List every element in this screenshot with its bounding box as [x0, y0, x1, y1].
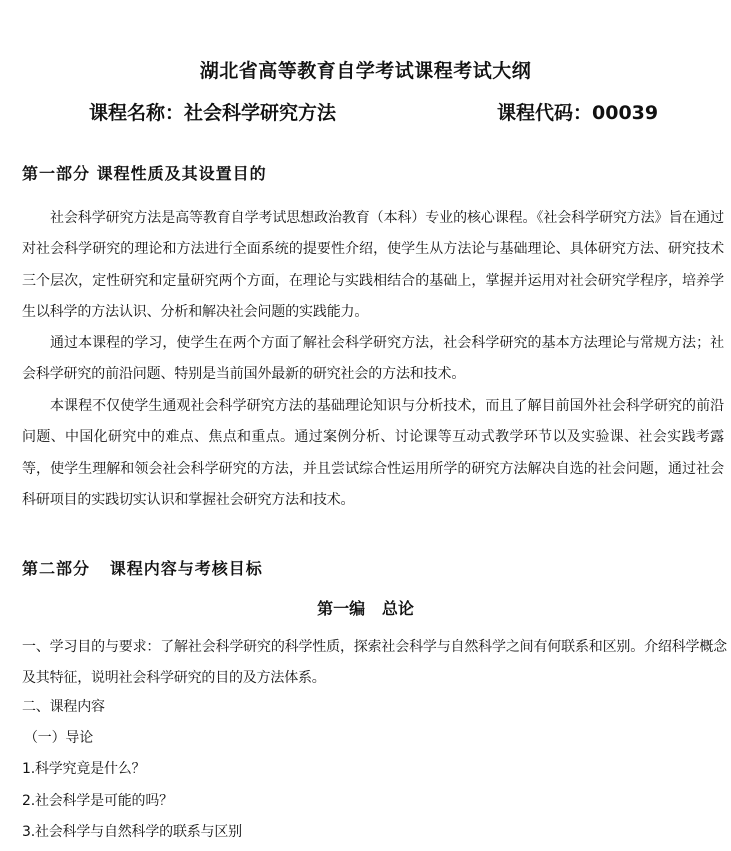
part1-paragraph-3: 本课程不仅使学生通观社会科学研究方法的基础理论知识与分析技术，而且了解目前国外社会科学研究的前沿问题、中国化研究中的难点、焦点和重点。通过案例分析、讨论课等互动式教学环节以及实验课、社会实践考露等，使学生理解和领会社会科学研究的方法，并且尝试综合性运用所学的研究方法解决自选的社会问题，通过社会科研项目的实践切实认识和掌握社会研究方法和技术。: [22, 398, 724, 509]
part1-paragraph-2: 通过本课程的学习，使学生在两个方面了解社会科学研究方法，社会科学研究的基本方法理论与常规方法；社会科学研究的前沿问题、特别是当前国外最新的研究社会的方法和技术。: [22, 335, 724, 383]
content-heading: 二、课程内容: [22, 699, 105, 715]
list-item: 1.科学究竟是什么？: [22, 761, 146, 777]
list-item: 2.社会科学是可能的吗？: [22, 793, 173, 809]
part1-heading: 第一部分 课程性质及其设置目的: [22, 164, 267, 183]
part1-paragraph-1: 社会科学研究方法是高等教育自学考试思想政治教育（本科）专业的核心课程。《社会科学研究方法》旨在通过对社会科学研究的理论和方法进行全面系统的提要性介绍，使学生从方法论与基础理论、具体研究方法、研究技术三个层次，定性研究和定量研究两个方面，在理论与实践相结合的基础上，掌握并运用对社会研究学程序，培养学生以科学的方法认识、分析和解决社会问题的实践能力。: [22, 210, 724, 321]
course-name: 课程名称：社会科学研究方法: [89, 102, 337, 124]
sub-heading: （一）导论: [24, 730, 93, 746]
course-code: 课程代码：00039: [497, 102, 659, 124]
chapter-title: 第一编 总论: [317, 599, 414, 618]
learning-goals: 一、学习目的与要求：了解社会科学研究的科学性质，探索社会科学与自然科学之间有何联系和区别。介绍科学概念及其特征，说明社会科学研究的目的及方法体系。: [22, 639, 727, 686]
document-title: 湖北省高等教育自学考试课程考试大纲: [199, 60, 532, 82]
list-item: 3.社会科学与自然科学的联系与区别: [22, 824, 242, 840]
part2-heading: 第二部分 课程内容与考核目标: [22, 559, 263, 578]
